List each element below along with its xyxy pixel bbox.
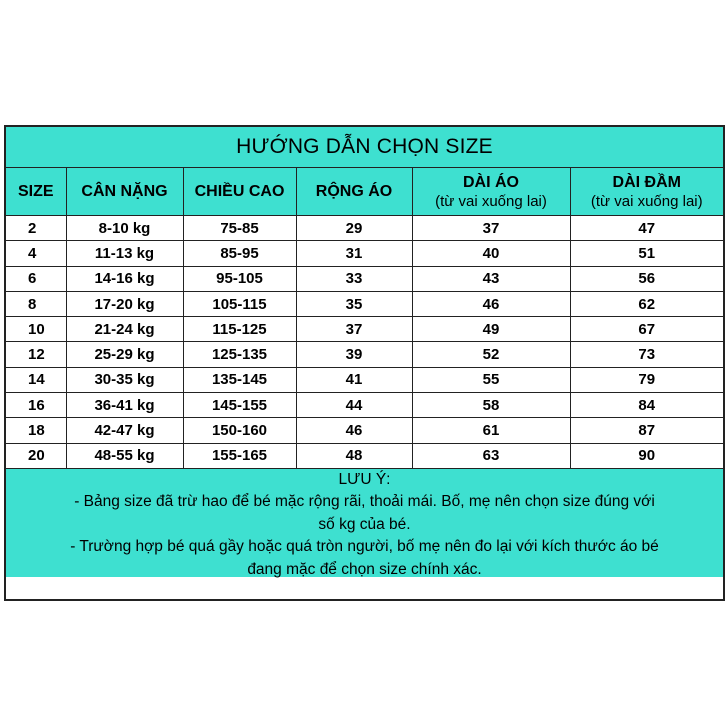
table-cell: 150-160 [183,418,296,443]
table-row [6,291,723,316]
table-cell: 125-135 [183,342,296,367]
size-table-body [6,216,723,469]
note-line: đang mặc để chọn size chính xác. [247,560,482,578]
table-row [6,367,723,392]
table-cell: 48 [296,443,412,468]
column-header-sublabel: (từ vai xuống lai) [590,192,703,210]
table-cell: 56 [570,266,723,291]
table-cell: 40 [412,241,570,266]
table-cell: 25-29 kg [66,342,183,367]
table-cell: 46 [412,291,570,316]
table-cell: 51 [570,241,723,266]
size-table [6,168,723,469]
table-cell: 67 [570,317,723,342]
table-cell: 11-13 kg [66,241,183,266]
table-cell: 16 [6,393,66,418]
table-cell: 43 [412,266,570,291]
table-cell: 35 [296,291,412,316]
table-cell: 44 [296,393,412,418]
note-section [6,469,723,577]
size-guide-sheet [4,125,725,601]
table-cell: 8-10 kg [66,216,183,241]
size-guide-title: HƯỚNG DẪN CHỌN SIZE [6,127,723,168]
table-cell: 14-16 kg [66,266,183,291]
table-cell: 58 [412,393,570,418]
column-header-label: RỘNG ÁO [315,183,393,200]
table-cell: 33 [296,266,412,291]
table-cell: 42-47 kg [66,418,183,443]
column-header [66,168,183,216]
table-row [6,317,723,342]
table-cell: 18 [6,418,66,443]
column-header-label: CÂN NẶNG [81,183,168,200]
size-table-header [6,168,723,216]
table-cell: 61 [412,418,570,443]
table-cell: 17-20 kg [66,291,183,316]
table-cell: 145-155 [183,393,296,418]
note-line: số kg của bé. [318,515,411,533]
column-header-label: SIZE [17,183,54,200]
table-cell: 90 [570,443,723,468]
table-row [6,241,723,266]
column-header-label: DÀI ÁO [463,173,519,191]
table-row [6,216,723,241]
table-cell: 14 [6,367,66,392]
table-row [6,342,723,367]
table-cell: 47 [570,216,723,241]
table-cell: 37 [296,317,412,342]
table-cell: 8 [6,291,66,316]
table-cell: 135-145 [183,367,296,392]
table-cell: 55 [412,367,570,392]
header-row [6,168,723,216]
column-header-label: DÀI ĐẦM [612,173,681,191]
table-cell: 95-105 [183,266,296,291]
table-cell: 155-165 [183,443,296,468]
table-cell: 75-85 [183,216,296,241]
table-cell: 87 [570,418,723,443]
table-cell: 48-55 kg [66,443,183,468]
table-cell: 115-125 [183,317,296,342]
table-cell: 4 [6,241,66,266]
table-cell: 63 [412,443,570,468]
table-cell: 10 [6,317,66,342]
table-row [6,393,723,418]
table-cell: 73 [570,342,723,367]
table-cell: 6 [6,266,66,291]
table-cell: 2 [6,216,66,241]
column-header [6,168,66,216]
table-cell: 29 [296,216,412,241]
column-header-label: CHIỀU CAO [194,183,285,200]
table-cell: 37 [412,216,570,241]
table-cell: 21-24 kg [66,317,183,342]
column-header-sublabel: (từ vai xuống lai) [435,192,547,210]
table-cell: 12 [6,342,66,367]
table-cell: 41 [296,367,412,392]
table-cell: 46 [296,418,412,443]
table-cell: 36-41 kg [66,393,183,418]
table-row [6,443,723,468]
table-cell: 105-115 [183,291,296,316]
note-line: - Trường hợp bé quá gầy hoặc quá tròn người, bố mẹ nên đo lại với kích thước áo bé [70,538,659,556]
column-header [570,168,723,216]
note-line: - Bảng size đã trừ hao để bé mặc rộng rãi, thoải mái. Bố, mẹ nên chọn size đúng với [74,493,655,511]
table-cell: 39 [296,342,412,367]
table-row [6,418,723,443]
table-row [6,266,723,291]
table-cell: 79 [570,367,723,392]
column-header [183,168,296,216]
table-cell: 49 [412,317,570,342]
note-heading: LƯU Ý: [338,470,391,488]
table-cell: 85-95 [183,241,296,266]
table-cell: 31 [296,241,412,266]
table-cell: 30-35 kg [66,367,183,392]
column-header [412,168,570,216]
table-cell: 20 [6,443,66,468]
table-cell: 84 [570,393,723,418]
column-header [296,168,412,216]
table-cell: 52 [412,342,570,367]
table-cell: 62 [570,291,723,316]
